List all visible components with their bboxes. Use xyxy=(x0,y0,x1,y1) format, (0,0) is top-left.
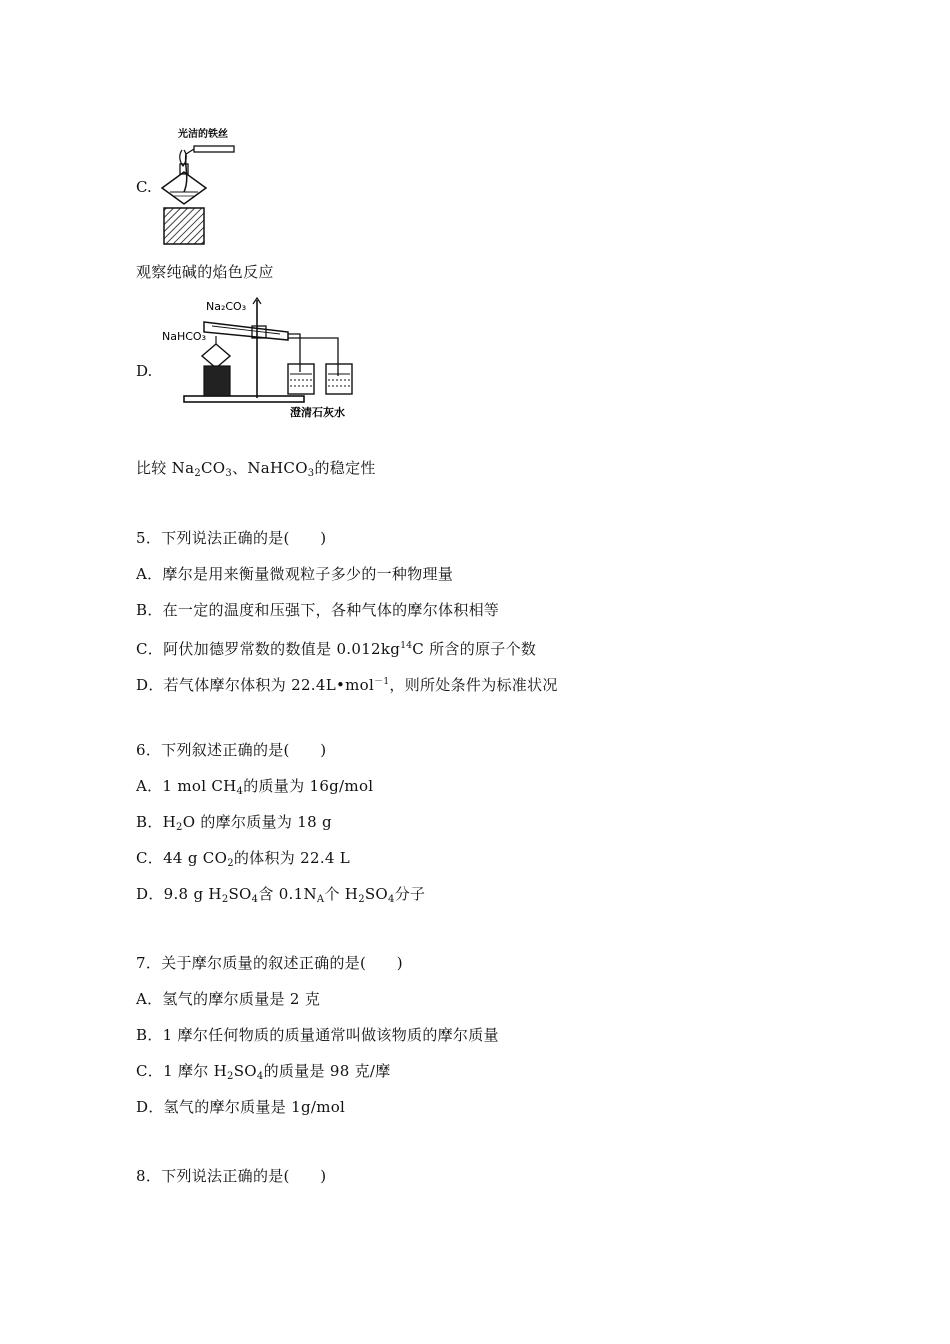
q7-option-c: C．1 摩尔 $H_2SO_4$的质量是 98 克/摩 xyxy=(136,1062,391,1082)
q7-option-b: B．1 摩尔任何物质的质量通常叫做该物质的摩尔质量 xyxy=(136,1026,499,1044)
q6-option-d: D．9.8 g $H_2SO_4$含 $0.1N_A$个 $H_2SO_4$分子 xyxy=(136,885,426,905)
stand-base xyxy=(184,396,304,402)
q6-stem: 6．下列叙述正确的是( ) xyxy=(136,741,327,759)
alcohol-lamp xyxy=(202,344,230,368)
q5-option-a: A．摩尔是用来衡量微观粒子多少的一种物理量 xyxy=(136,565,454,583)
q8-stem: 8．下列说法正确的是( ) xyxy=(136,1167,327,1185)
iron-wire-label: 光洁的铁丝 xyxy=(178,129,228,140)
outer-test-tube xyxy=(204,322,288,340)
q5-stem: 5．下列说法正确的是( ) xyxy=(136,529,327,547)
q7-option-d: D．氢气的摩尔质量是 1g/mol xyxy=(136,1098,346,1116)
wire-holder-rod xyxy=(194,146,234,152)
figure-d-caption: 比较 $Na_2CO_3$、NaHCO$_3$的稳定性 xyxy=(136,459,376,479)
option-c-label: C. xyxy=(136,178,152,196)
limewater-label: 澄清石灰水 xyxy=(290,406,345,419)
q6-option-b: B．$H_2O$ 的摩尔质量为 18 g xyxy=(136,813,332,833)
flame-test-apparatus-figure xyxy=(156,126,246,248)
option-d-label: D. xyxy=(136,362,153,380)
support-block xyxy=(164,208,204,244)
q5-option-b: B．在一定的温度和压强下，各种气体的摩尔体积相等 xyxy=(136,601,500,619)
q7-stem: 7．关于摩尔质量的叙述正确的是( ) xyxy=(136,954,403,972)
thermal-stability-apparatus-figure xyxy=(160,294,360,424)
q6-option-c: C．44 g $CO_2$的体积为 22.4 L xyxy=(136,849,351,869)
nahco3-label: NaHCO₃ xyxy=(162,330,206,343)
alcohol-lamp xyxy=(162,172,206,204)
na2co3-label: Na₂CO₃ xyxy=(206,300,247,313)
q6-option-a: A．1 mol $CH_4$的质量为 16g/mol xyxy=(136,777,374,797)
lamp-block xyxy=(204,366,230,396)
beaker-right xyxy=(326,364,352,394)
beaker-left xyxy=(288,364,314,394)
q5-option-d: D．若气体摩尔体积为 22.4L•mol$^{-1}$，则所处条件为标准状况 xyxy=(136,676,558,694)
q5-option-c: C．阿伏加德罗常数的数值是 $0.012kg^{14}C$ 所含的原子个数 xyxy=(136,640,537,658)
q7-option-a: A．氢气的摩尔质量是 2 克 xyxy=(136,990,321,1008)
figure-c-caption: 观察纯碱的焰色反应 xyxy=(136,263,274,281)
